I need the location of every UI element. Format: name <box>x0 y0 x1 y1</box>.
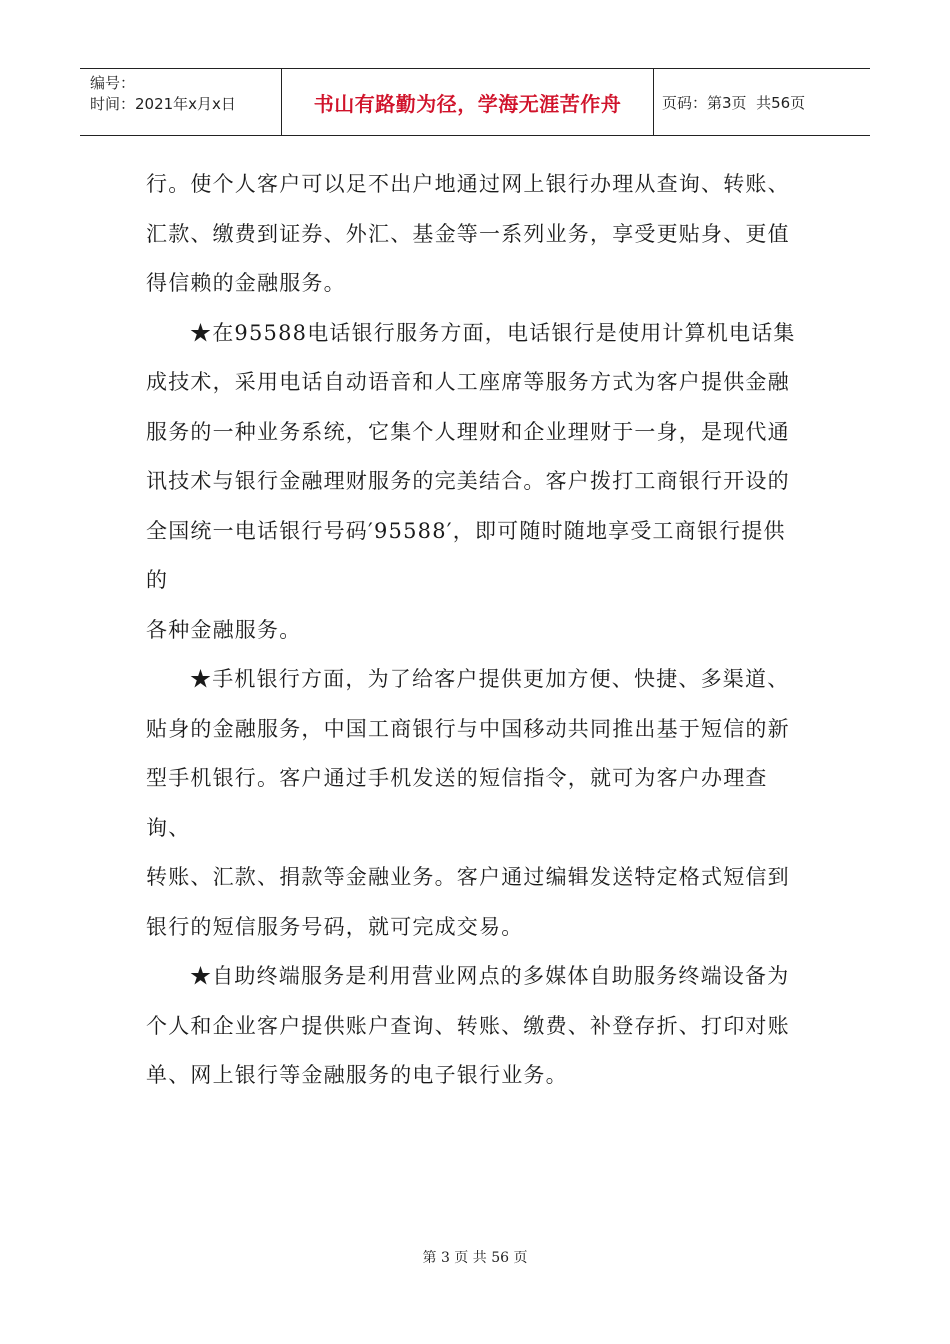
text-line: ★在95588电话银行服务方面，电话银行是使用计算机电话集 <box>190 320 796 345</box>
paragraph-4 <box>146 952 806 1002</box>
paragraph-2-cont <box>146 358 806 655</box>
text-line: 汇款、缴费到证券、外汇、基金等一系列业务，享受更贴身、更值 <box>146 221 790 246</box>
paragraph-4-cont <box>146 1002 806 1101</box>
number-label: 编号： <box>90 74 136 92</box>
text-line: 讯技术与银行金融理财服务的完美结合。客户拨打工商银行开设的 <box>146 469 790 493</box>
text-line: 全国统一电话银行号码′95588′，即可随时随地享受工商银行提供的 <box>146 518 786 592</box>
text-line: 个人和企业客户提供账户查询、转账、缴费、补登存折、打印对账 <box>146 1013 790 1038</box>
paragraph-1 <box>146 160 806 309</box>
paragraph-2 <box>146 309 806 359</box>
text-line: ★自助终端服务是利用营业网点的多媒体自助服务终端设备为 <box>190 964 790 988</box>
paragraph-3-cont <box>146 705 806 953</box>
document-body <box>146 160 806 1101</box>
header-table <box>80 68 870 136</box>
page-footer: 第 3 页 共 56 页 <box>422 1250 528 1266</box>
text-line: 单、网上银行等金融服务的电子银行业务。 <box>146 1063 568 1087</box>
header-page-info: 页码：第3页 共56页 <box>662 93 806 112</box>
text-line: 银行的短信服务号码，就可完成交易。 <box>146 914 524 939</box>
header-motto: 书山有路勤为径，学海无涯苦作舟 <box>282 69 654 135</box>
text-line: 行。使个人客户可以足不出户地通过网上银行办理从查询、转账、 <box>146 172 790 196</box>
text-line: 服务的一种业务系统，它集个人理财和企业理财于一身，是现代通 <box>146 419 790 444</box>
time-label: 时间：2021年x月x日 <box>90 95 236 113</box>
text-line: 各种金融服务。 <box>146 617 302 642</box>
text-line: 成技术，采用电话自动语音和人工座席等服务方式为客户提供金融 <box>146 370 790 394</box>
text-line: ★手机银行方面，为了给客户提供更加方便、快捷、多渠道、 <box>190 667 790 691</box>
paragraph-3 <box>146 655 806 705</box>
text-line: 得信赖的金融服务。 <box>146 271 346 295</box>
text-line: 型手机银行。客户通过手机发送的短信指令，就可为客户办理查询、 <box>146 766 768 840</box>
text-line: 贴身的金融服务，中国工商银行与中国移动共同推出基于短信的新 <box>146 716 790 741</box>
text-line: 转账、汇款、捐款等金融业务。客户通过编辑发送特定格式短信到 <box>146 865 790 889</box>
header-meta <box>80 69 282 135</box>
